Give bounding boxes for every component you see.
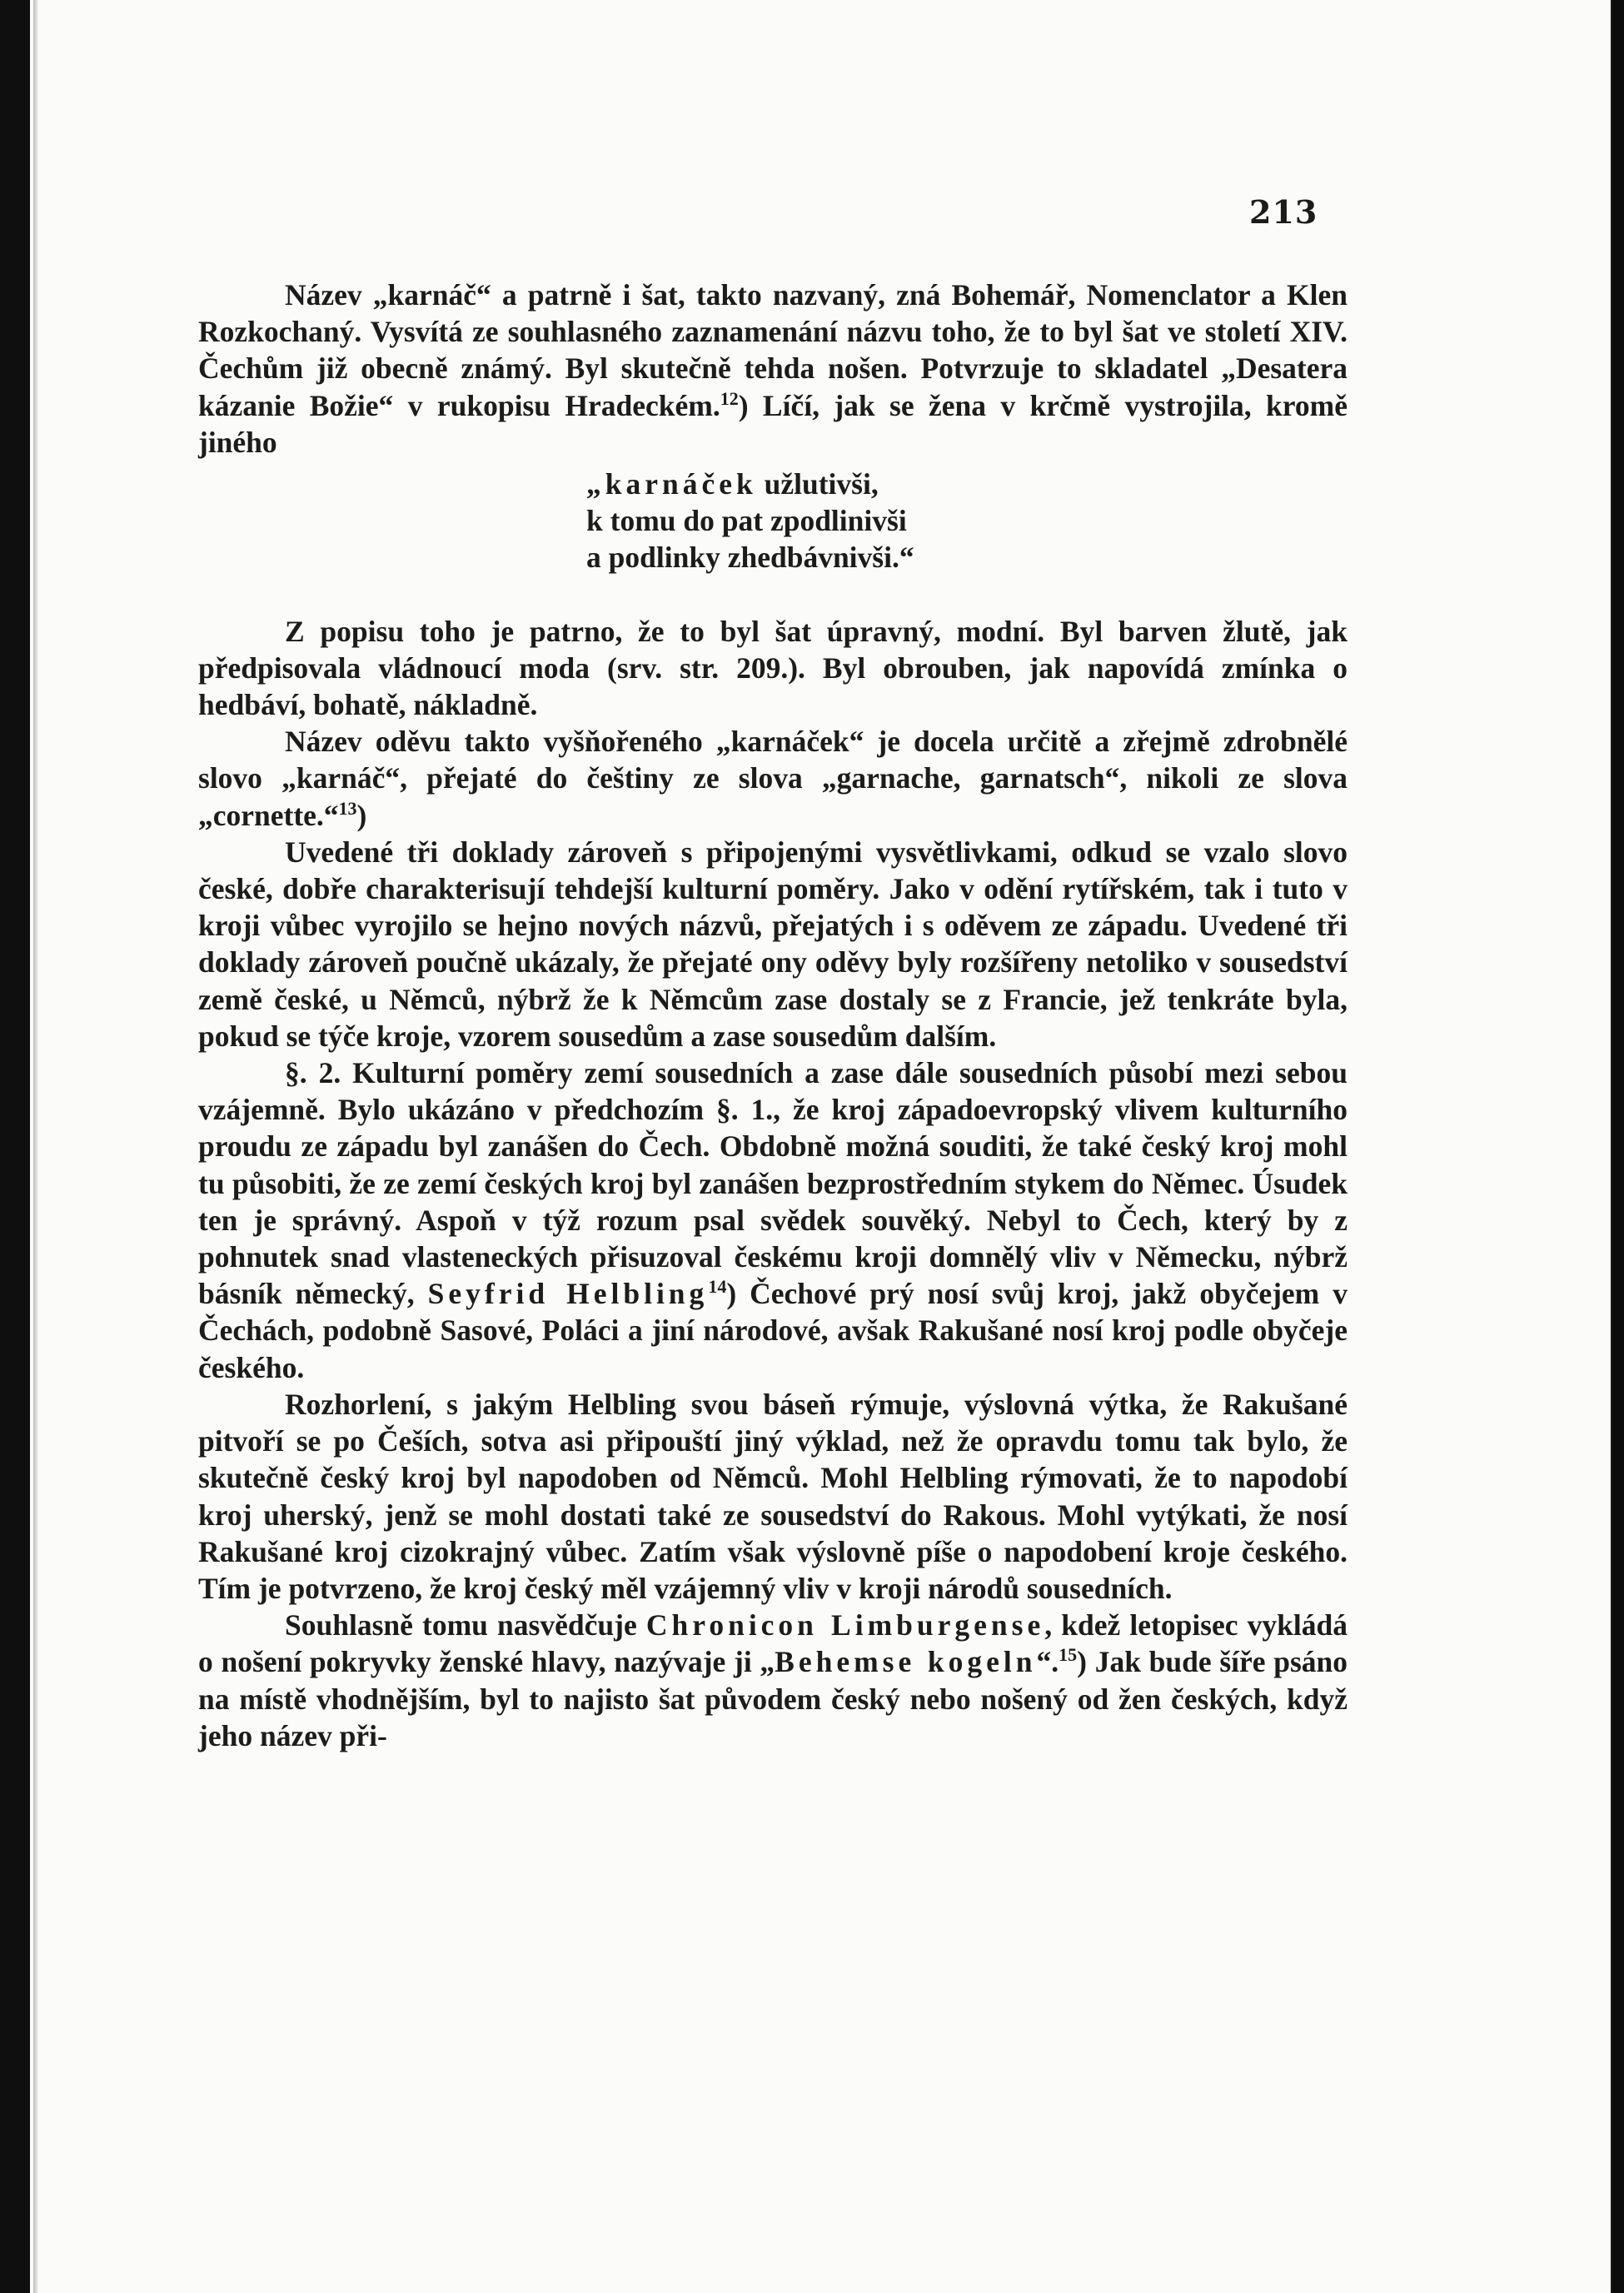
- paragraph-1-text-b: ) Líčí, jak se žena v krčmě vystrojila, kromě jiného: [198, 388, 1348, 459]
- paragraph-4: Uvedené tři doklady zároveň s připojenými vysvětlivkami, odkud se vzalo slovo české, dobře charakterisují tehdejší kulturní poměry. Jako v odění rytířském, tak i tuto v kroji vůbec vyrojilo se hejno nových názvů, přejatých i s oděvem ze západu. Uvedené tři doklady zároveň poučně ukázaly, že přejaté ony oděvy byly rozšířeny netoliko v sousedství země české, u Němců, nýbrž že k Němcům zase dostaly se z Francie, jež tenkráte byla, pokud se týče kroje, vzorem sousedům a zase sousedům dalším.: [198, 835, 1348, 1053]
- footnote-ref-14[interactable]: 14: [708, 1276, 727, 1298]
- verse-quotation: [586, 466, 1348, 576]
- paragraph-5-text-a: §. 2. Kulturní poměry zemí sousedních a zase dále sousedních působí mezi sebou vzájemně. Bylo ukázáno v předchozím §. 1., že kroj západoevropský vlivem kulturního proudu ze západu byl zanášen do Čech. Obdobně možná souditi, že také český kroj mohl tu působiti, že ze zemí českých kroj byl zanášen bezprostředním stykem do Němec. Úsudek ten je správný. Aspoň v týž rozum psal svědek souvěký. Nebyl to Čech, který by z pohnutek snad vlasteneckých přisuzoval českému kroji domnělý vliv v Německu, nýbrž básník německý,: [198, 1056, 1348, 1311]
- verse-line-1-spaced: „karnáček: [586, 467, 757, 501]
- verse-line-3: a podlinky zhedbávnivši.“: [586, 541, 914, 575]
- paragraph-1-text-a: Název „karnáč“ a patrně i šat, takto nazvaný, zná Bohemář, Nomenclator a Klen Rozkochaný. Vysvítá ze souhlasného zaznamenání názvu toho, že to byl šat ve století XIV. Čechům již obecně známý. Byl skutečně tehda nošen. Potvrzuje to skladatel „Desatera kázanie Božie“ v rukopisu Hradeckém.: [198, 278, 1348, 422]
- paragraph-5-text-b: ) Čechové prý nosí svůj kroj, jakž obyčejem v Čechách, podobně Sasové, Poláci a jiní národové, avšak Rakušané nosí kroj podle obyčeje českého.: [198, 1277, 1348, 1384]
- paragraph-7-text-d: ) Jak bude šíře psáno na místě vhodnějším, byl to najisto šat původem český nebo nošený od žen českých, když jeho název při-: [198, 1645, 1348, 1752]
- paragraph-2: Z popisu toho je patrno, že to byl šat úpravný, modní. Byl barven žlutě, jak předpisovala vládnoucí moda (srv. str. 209.). Byl obrouben, jak napovídá zmínka o hedbáví, bohatě, nákladně.: [198, 614, 1348, 722]
- scan-left-border: [0, 0, 30, 2293]
- paragraph-3-text-b: ): [356, 798, 367, 832]
- paragraph-6: Rozhorlení, s jakým Helbling svou báseň rýmuje, výslovná výtka, že Rakušané pitvoří se po Češích, sotva asi připouští jiný výklad, než že opravdu tomu tak bylo, že skutečně český kroj byl napodoben od Němců. Mohl Helbling rýmovati, že to napodobí kroj uherský, jenž se mohl dostati také ze sousedství do Rakous. Mohl vytýkati, že nosí Rakušané kroj cizokrajný vůbec. Zatím však výslovně píše o napodobení kroje českého. Tím je potvrzeno, že kroj český měl vzájemný vliv v kroji národů sousedních.: [198, 1387, 1348, 1605]
- paragraph-7-text-b: , kdež letopisec vykládá o nošení pokryvky ženské hlavy, nazývaje ji „: [198, 1608, 1348, 1679]
- verse-line-1: [586, 466, 1348, 502]
- footnote-ref-12[interactable]: 12: [720, 387, 739, 409]
- verse-line-1-rest: užlutivši,: [756, 467, 879, 501]
- title-chronicon-limburgense: Chronicon Limburgense: [645, 1608, 1045, 1642]
- page-fold-shadow: [33, 0, 38, 2293]
- term-behemse-kogeln: Behemse kogeln: [775, 1645, 1037, 1679]
- paragraph-7-text-c: “.: [1036, 1645, 1059, 1679]
- page-number: 213: [1249, 193, 1318, 231]
- paragraph-5: [198, 1054, 1348, 1386]
- body-text: [198, 277, 1348, 1754]
- paragraph-1: [198, 277, 1348, 461]
- footnote-ref-13[interactable]: 13: [338, 797, 357, 819]
- scan-right-border: [1612, 0, 1624, 2293]
- paragraph-7: [198, 1607, 1348, 1754]
- paragraph-3-text: Název oděvu takto vyšňořeného „karnáček“ je docela určitě a zřejmě zdrobnělé slovo „karnáč“, přejaté do češtiny ze slova „garnache, garnatsch“, nikoli ze slova „cornette.“: [198, 725, 1348, 832]
- verse-line-2: k tomu do pat zpodlinivši: [586, 504, 907, 538]
- paragraph-3: [198, 723, 1348, 834]
- footnote-ref-15[interactable]: 15: [1059, 1644, 1078, 1666]
- paragraph-7-text-a: Souhlasně tomu nasvědčuje: [285, 1608, 646, 1642]
- name-seyfrid-helbling: Seyfrid Helbling: [427, 1277, 709, 1311]
